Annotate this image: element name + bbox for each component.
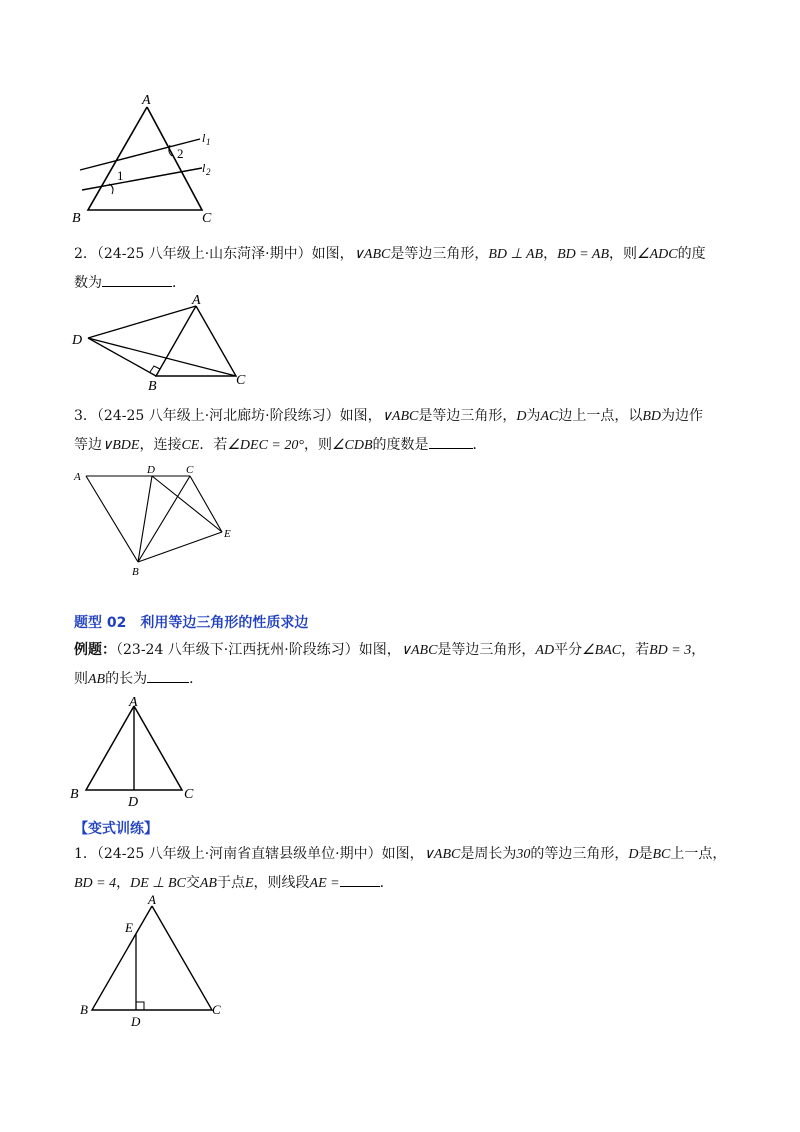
text: ． bbox=[379, 875, 394, 891]
math-angle-dec: ∠DEC = 20° bbox=[227, 438, 304, 453]
question-number: 1． bbox=[74, 846, 97, 862]
figure-triangle-parallel-lines bbox=[60, 92, 230, 227]
math-triangle: ∨ABC bbox=[423, 847, 461, 862]
figure-q2 bbox=[68, 292, 258, 392]
text: 则 bbox=[74, 671, 88, 687]
segment-be bbox=[138, 532, 222, 562]
text: ，则线段 bbox=[253, 875, 310, 891]
segment-bc bbox=[138, 476, 190, 562]
label-A: A bbox=[74, 471, 81, 483]
answer-blank[interactable] bbox=[340, 872, 380, 887]
math-triangle: ∨ABC bbox=[400, 643, 438, 658]
math-e: E bbox=[244, 876, 254, 891]
segment-de bbox=[152, 476, 222, 532]
math-ae: AE = bbox=[309, 876, 340, 891]
label-A: A bbox=[129, 695, 138, 710]
text: ， bbox=[691, 642, 706, 658]
question-3 bbox=[74, 402, 734, 460]
text: ． bbox=[189, 671, 204, 687]
variant-question-1 bbox=[74, 840, 734, 898]
label-B: B bbox=[80, 1002, 88, 1017]
math-ce: CE bbox=[181, 438, 200, 453]
text: 的长为 bbox=[105, 671, 148, 687]
label-C: C bbox=[212, 1002, 221, 1017]
math-condition-2: BD = AB bbox=[557, 247, 610, 262]
math-angle-bac: ∠BAC bbox=[582, 643, 622, 658]
segment-bd bbox=[138, 476, 152, 562]
label-l1-sub: 1 bbox=[206, 137, 211, 147]
math-perimeter: 30 bbox=[516, 847, 531, 862]
text: 是周长为 bbox=[460, 846, 517, 862]
text: 是等边三角形， bbox=[390, 246, 489, 262]
label-l1: l bbox=[202, 131, 206, 145]
text: 为 bbox=[526, 408, 541, 424]
label-B: B bbox=[132, 566, 139, 578]
label-l2: l bbox=[202, 161, 206, 175]
text: ， bbox=[543, 246, 558, 262]
math-triangle: ∨ABC bbox=[381, 409, 419, 424]
math-triangle-bde: ∨BDE bbox=[102, 438, 140, 453]
question-source: （24-25 八年级上·山东菏泽·期中） bbox=[96, 246, 312, 262]
label-A: A bbox=[148, 892, 156, 907]
math-de-perp-bc: DE ⊥ BC bbox=[130, 876, 186, 891]
text: 平分 bbox=[554, 642, 583, 658]
triangle-abc bbox=[92, 906, 212, 1010]
math-bd: BD = 3 bbox=[649, 643, 692, 658]
answer-blank[interactable] bbox=[429, 434, 473, 449]
text: 是 bbox=[638, 846, 653, 862]
question-number: 2． bbox=[74, 246, 97, 262]
label-D: D bbox=[147, 464, 155, 476]
label-E: E bbox=[224, 528, 231, 540]
label-B: B bbox=[148, 379, 157, 394]
math-angle-cdb: ∠CDB bbox=[331, 438, 373, 453]
text: ，则 bbox=[303, 437, 332, 453]
label-C: C bbox=[202, 211, 212, 226]
label-B: B bbox=[70, 787, 79, 802]
text: ．若 bbox=[199, 437, 228, 453]
example-lead: 例题： bbox=[74, 642, 116, 658]
math-bd: BD bbox=[642, 409, 662, 424]
question-source: （23-24 八年级下·江西抚州·阶段练习） bbox=[116, 642, 359, 658]
label-D: D bbox=[128, 795, 139, 810]
segment-ab bbox=[86, 476, 138, 562]
text: 为边作 bbox=[661, 408, 704, 424]
text: ，则 bbox=[609, 246, 638, 262]
line-l2 bbox=[82, 168, 202, 190]
text: 如图， bbox=[339, 408, 382, 424]
label-C: C bbox=[186, 464, 194, 476]
figure-variant-1 bbox=[76, 892, 236, 1030]
text: 于点 bbox=[216, 875, 245, 891]
label-D: D bbox=[72, 333, 83, 348]
text: ． bbox=[172, 275, 186, 291]
answer-blank[interactable] bbox=[147, 668, 189, 683]
answer-blank[interactable] bbox=[102, 272, 172, 287]
example-question bbox=[74, 636, 734, 694]
label-B: B bbox=[72, 211, 81, 226]
text: ． bbox=[472, 437, 487, 453]
math-ab: AB bbox=[199, 876, 217, 891]
math-triangle: ∨ABC bbox=[353, 247, 391, 262]
text: 数为 bbox=[74, 275, 102, 291]
triangle-abc bbox=[88, 107, 202, 210]
text: 上一点， bbox=[670, 846, 727, 862]
math-ac: AC bbox=[540, 409, 559, 424]
text: ，若 bbox=[621, 642, 650, 658]
question-source: （24-25 八年级上·河北廊坊·阶段练习） bbox=[96, 408, 340, 424]
text: 的度数是 bbox=[372, 437, 429, 453]
figure-q3 bbox=[72, 462, 242, 580]
math-ad: AD bbox=[535, 643, 555, 658]
label-angle-1: 1 bbox=[117, 168, 124, 183]
label-A: A bbox=[142, 93, 151, 108]
label-C: C bbox=[184, 787, 194, 802]
label-angle-2: 2 bbox=[177, 146, 184, 161]
right-angle-mark bbox=[136, 1002, 144, 1010]
figure-example bbox=[66, 694, 206, 810]
text: 交 bbox=[185, 875, 200, 891]
text: 的度 bbox=[677, 246, 706, 262]
section-heading: 题型 02 利用等边三角形的性质求边 bbox=[74, 615, 309, 631]
segment-dc bbox=[88, 338, 236, 376]
question-source: （24-25 八年级上·河南省直辖县级单位·期中） bbox=[96, 846, 382, 862]
segment-db bbox=[88, 338, 156, 376]
math-d: D bbox=[516, 409, 527, 424]
text: ，连接 bbox=[139, 437, 182, 453]
math-d: D bbox=[628, 847, 639, 862]
question-2 bbox=[74, 240, 734, 298]
text: 是等边三角形， bbox=[418, 408, 517, 424]
label-E: E bbox=[125, 920, 133, 935]
text: 如图， bbox=[381, 846, 424, 862]
text: 如图， bbox=[358, 642, 401, 658]
text: 如图， bbox=[311, 246, 354, 262]
math-condition-1: BD ⊥ AB bbox=[488, 247, 544, 262]
label-D: D bbox=[131, 1014, 141, 1029]
label-A: A bbox=[192, 293, 201, 308]
question-number: 3． bbox=[74, 408, 97, 424]
segment-ce bbox=[190, 476, 222, 532]
variant-heading: 【变式训练】 bbox=[74, 821, 158, 837]
math-ab: AB bbox=[88, 672, 106, 687]
label-l2-sub: 2 bbox=[206, 167, 211, 177]
text: 的等边三角形， bbox=[530, 846, 629, 862]
text: 是等边三角形， bbox=[437, 642, 536, 658]
math-bd: BD = 4 bbox=[74, 876, 117, 891]
math-angle: ∠ADC bbox=[637, 247, 678, 262]
math-bc: BC bbox=[652, 847, 671, 862]
label-C: C bbox=[236, 373, 246, 388]
text: 边上一点，以 bbox=[558, 408, 643, 424]
text: 等边 bbox=[74, 437, 102, 453]
text: ， bbox=[116, 875, 131, 891]
